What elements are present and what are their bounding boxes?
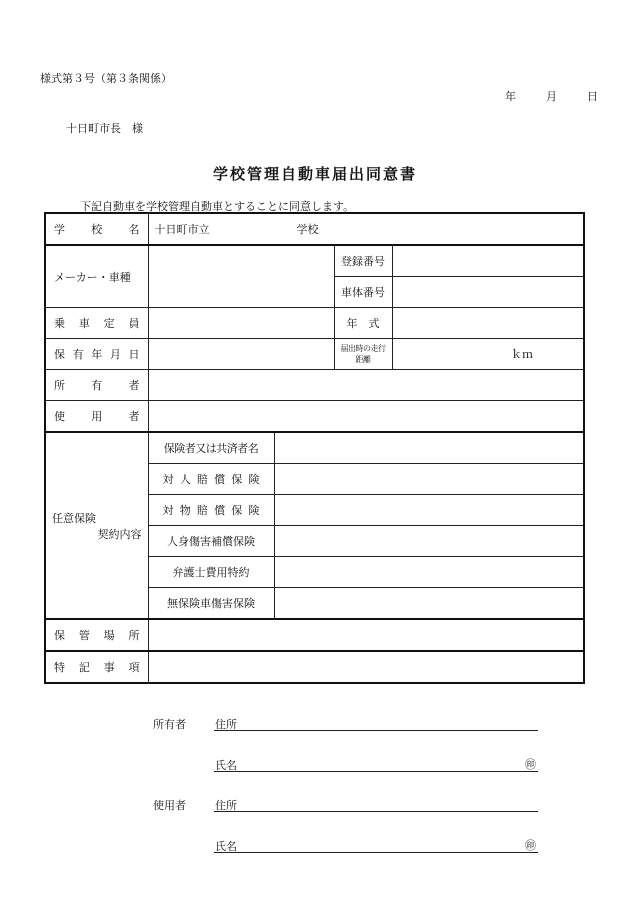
owner-name-label: 氏名 [215,759,237,772]
model-year-value[interactable] [392,308,584,339]
user-signature-label: 使用者 [153,799,186,812]
maker-value[interactable] [148,245,334,308]
insurance-item-value[interactable] [274,495,584,526]
user-name-line[interactable] [214,836,538,853]
insurance-item-label: 人身傷害補償保険 [148,526,274,557]
notes-label: 特 記 事 項 [45,651,148,683]
owner-name-line[interactable] [214,755,538,772]
chassis-label: 車体番号 [334,277,392,308]
insurance-item-value[interactable] [274,464,584,495]
owner-signature-label: 所有者 [153,718,186,731]
owner-address-label: 住所 [215,718,237,731]
row-registration [45,245,584,277]
intro-text: 下記自動車を学校管理自動車とすることに同意します。 [80,200,355,213]
storage-label: 保 管 場 所 [45,619,148,651]
owner-address-line[interactable] [214,714,538,731]
mileage-unit: ｋｍ [511,348,533,361]
insurance-label [45,432,148,619]
insurance-item-value[interactable] [274,557,584,588]
row-user [45,401,584,433]
school-city: 十日町市立 [154,223,210,236]
vehicle-form-table [44,212,585,684]
insurance-item-label: 弁護士費用特約 [148,557,274,588]
date-year: 年 [505,90,516,103]
row-capacity [45,308,584,339]
row-owner [45,370,584,401]
date-line [505,88,598,104]
row-insurance-1 [45,432,584,464]
storage-value[interactable] [148,619,584,651]
insurance-item-label: 保険者又は共済者名 [148,432,274,464]
registration-value[interactable] [392,245,584,277]
owner-label: 所 有 者 [45,370,148,401]
insurance-item-value[interactable] [274,432,584,464]
row-storage [45,619,584,651]
user-seal: ㊞ [525,839,536,852]
insurance-item-label: 対人賠償保険 [148,464,274,495]
user-value[interactable] [148,401,584,433]
owned-date-label: 保有年月日 [45,339,148,370]
user-address-label: 住所 [215,799,237,812]
owned-date-value[interactable] [148,339,334,370]
insurance-label-line2: 契約内容 [97,527,142,541]
insurance-item-value[interactable] [274,526,584,557]
user-label: 使 用 者 [45,401,148,433]
row-school [45,213,584,245]
school-label: 学 校 名 [45,213,148,245]
maker-label: メーカー・車種 [45,245,148,308]
insurance-item-value[interactable] [274,588,584,620]
form-number: 様式第３号（第３条関係） [40,72,172,85]
insurance-item-label: 対物賠償保険 [148,495,274,526]
insurance-label-line1: 任意保険 [52,511,96,525]
user-name-label: 氏名 [215,840,237,853]
document-title: 学校管理自動車届出同意書 [212,165,417,183]
registration-label: 登録番号 [334,245,392,277]
row-notes [45,651,584,683]
owner-seal: ㊞ [525,758,536,771]
date-day: 日 [587,90,598,103]
notes-value[interactable] [148,651,584,683]
mileage-label: 届出時の走行距離 [334,339,392,370]
row-owned-date [45,339,584,370]
capacity-value[interactable] [148,308,334,339]
model-year-label: 年 式 [334,308,392,339]
insurance-item-label: 無保険車傷害保険 [148,588,274,620]
school-suffix: 学校 [296,223,319,236]
mileage-value[interactable] [392,339,584,370]
chassis-value[interactable] [392,277,584,308]
addressee: 十日町市長 様 [66,122,143,135]
user-address-line[interactable] [214,795,538,812]
capacity-label: 乗 車 定 員 [45,308,148,339]
date-month: 月 [546,90,557,103]
owner-value[interactable] [148,370,584,401]
school-value[interactable] [148,213,584,245]
